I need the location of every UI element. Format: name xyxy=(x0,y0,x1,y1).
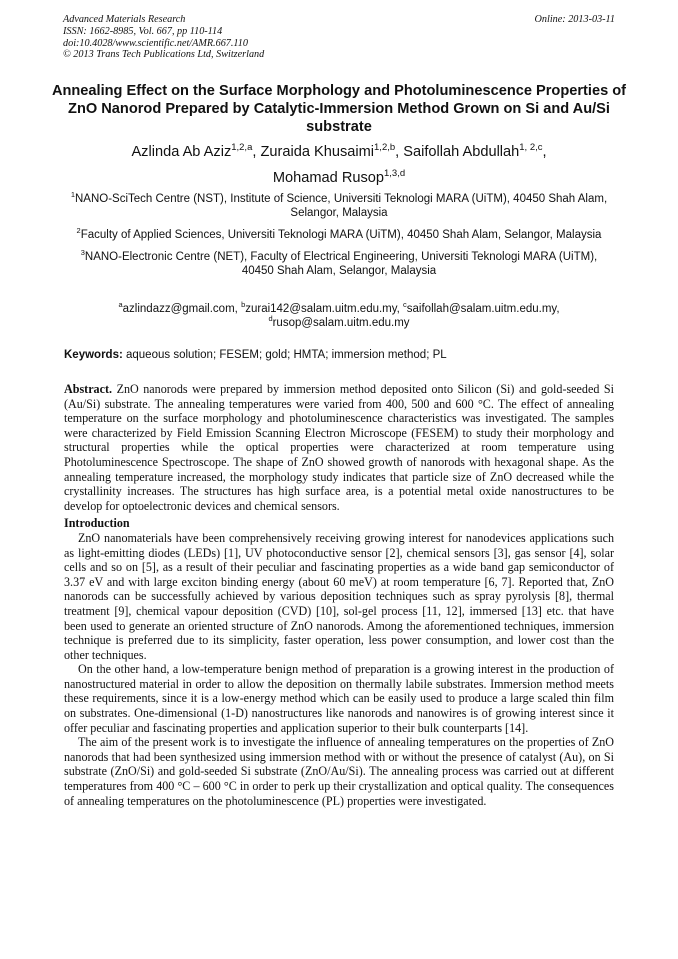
paragraph: On the other hand, a low-temperature benign method of preparation is a growing interest in the production of nanostructured material in order to allow the deposition on thermally labile substrates. Immersion method meets these requirements, since it is a low-energy method which can be easily used to produce a large scaled thin film on substrates. One-dimensional (1-D) nanostructures like nanorods and nanowires is of growing interest since it offer peculiar and fascinating properties and application superior to their bulk counterparts [14]. xyxy=(64,662,614,735)
paragraph: The aim of the present work is to investigate the influence of annealing temperatures on the properties of ZnO nanorods that had been synthesized using immersion method with or without the presence of catalyst (Au), on Si substrate (ZnO/Si) and gold-seeded Si substrate (ZnO/Au/Si). The annealing process was carried out at different temperatures from 400 °C – 600 °C in order to perk up their crystallization and optical quality. The consequences of annealing temperatures on the photoluminescence (PL) properties were investigated. xyxy=(64,735,614,808)
email-sup: c xyxy=(403,300,407,310)
email-sup: a xyxy=(118,300,123,310)
doi-line[interactable]: doi:10.4028/www.scientific.net/AMR.667.110 xyxy=(63,37,248,49)
author-name: Saifollah Abdullah xyxy=(403,144,520,160)
email-sup: d xyxy=(268,314,273,324)
author-affil-sup: 1, 2,c xyxy=(519,142,543,154)
author-affil-sup: 1,2,b xyxy=(374,142,396,154)
affiliation-sup: 2 xyxy=(76,226,81,236)
author-name: Zuraida Khusaimi xyxy=(260,144,375,160)
paragraph: ZnO nanomaterials have been comprehensively receiving growing interest for nanodevices applications such as light-emitting diodes (LEDs) [1], UV photoconductive sensor [2], chemical sensors [3], gas sensor [4], solar cells and so on [5], as a result of their peculiar and fascinating properties as a wide band gap semiconductor of 3.37 eV and with large exciton binding energy (about 60 meV) at room temperature [6, 7]. Reported that, ZnO nanorods can be successfully achieved by various deposition techniques such as spray pyrolysis [8], thermal treatment [9], chemical vapour deposition (CVD) [10], sol-gel process [11, 12], immersed [13] etc. that have been used to generate an oriented structure of ZnO nanorods. Among the aforementioned techniques, immersion technique is preferred due to its simplicity, faster operation, less power consumption, and lower cost than the other techniques. xyxy=(64,530,614,662)
abstract xyxy=(64,382,614,513)
email-link[interactable]: azlindazz@gmail.com xyxy=(122,303,235,315)
running-header xyxy=(63,14,615,61)
email-list: $^a$azlindazz@gmail.com, $^b$zurai142@salam.uitm.edu.my, $^c$saifollah@salam.uitm.edu.my, $^d$rusop@salam.uitm.edu.my xyxy=(118,300,560,329)
affiliation xyxy=(64,192,614,220)
author-affil-sup: 1,3,d xyxy=(384,168,406,180)
email-link[interactable]: rusop@salam.uitm.edu.my xyxy=(272,317,410,329)
abstract-label: Abstract. xyxy=(64,382,113,396)
affiliation-sup: 3 xyxy=(80,248,85,258)
keywords xyxy=(64,349,614,361)
affiliation xyxy=(64,228,614,242)
keywords-text: aqueous solution; FESEM; gold; HMTA; immersion method; PL xyxy=(126,349,447,361)
author-list: Azlinda Ab Aziz$^{1,2,a}$, Zuraida Khusaimi$^{1,2,b}$, Saifollah Abdullah$^{1, 2,c}$, Mohamad Rusop$^{1,3,d}$ xyxy=(131,142,547,186)
affiliation-text: NANO-Electronic Centre (NET), Faculty of Electrical Engineering, Universiti Teknologi MARA (UiTM), 40450 Shah Alam, Selangor, Malaysia xyxy=(84,251,598,277)
online-date: Online: 2013-03-11 xyxy=(534,14,615,25)
email-link[interactable]: zurai142@salam.uitm.edu.my xyxy=(245,303,397,315)
affiliation-list xyxy=(64,192,614,286)
main-text xyxy=(64,382,614,808)
author-name: Mohamad Rusop xyxy=(272,170,385,186)
keywords-label: Keywords: xyxy=(64,349,123,361)
issn-line: ISSN: 1662-8985, Vol. 667, pp 110-114 xyxy=(63,25,223,37)
introduction-heading: Introduction xyxy=(64,516,130,531)
affiliation-text: NANO-SciTech Centre (NST), Institute of Science, Universiti Teknologi MARA (UiTM), 40450 Shah Alam, Selangor, Malaysia xyxy=(74,193,608,219)
author-name: Azlinda Ab Aziz xyxy=(131,144,232,160)
email-link[interactable]: saifollah@salam.uitm.edu.my xyxy=(406,303,557,315)
email-sup: b xyxy=(241,300,246,310)
affiliation-text: Faculty of Applied Sciences, Universiti Teknologi MARA (UiTM), 40450 Shah Alam, Selangor, Malaysia xyxy=(80,229,602,241)
affiliation xyxy=(64,250,614,278)
copyright-line: © 2013 Trans Tech Publications Ltd, Switzerland xyxy=(63,49,265,61)
paper-title: Annealing Effect on the Surface Morphology and Photoluminescence Properties of ZnO Nanorod Prepared by Catalytic-Immersion Method Grown on Si and Au/Si substrate xyxy=(51,83,627,135)
author-affil-sup: 1,2,a xyxy=(231,142,253,154)
journal-name: Advanced Materials Research xyxy=(63,14,186,25)
abstract-text: ZnO nanorods were prepared by immersion method deposited onto Silicon (Si) and gold-seeded Si (Au/Si) substrate. The annealing temperatures were varied from 400, 500 and 600 °C. The effect of annealing temperature on the surface morphology and photoluminescence characteristics was investigated. The samples were characterized by Field Emission Scanning Electron Microscope (FESEM) to study their morphology and structural properties while the optical properties were characterized at room temperature using Photoluminescence Spectroscope. The shape of ZnO showed growth of nanorods with hexagonal shape. As the annealing temperature increased, the morphology study indicates that particle size of ZnO decreased while the crystallinity increases. The structures has high surface area, is a potential metal oxide nanostructures to be develop for optoelectronic devices and chemical sensors. xyxy=(64,382,614,513)
affiliation-sup: 1 xyxy=(70,190,75,200)
